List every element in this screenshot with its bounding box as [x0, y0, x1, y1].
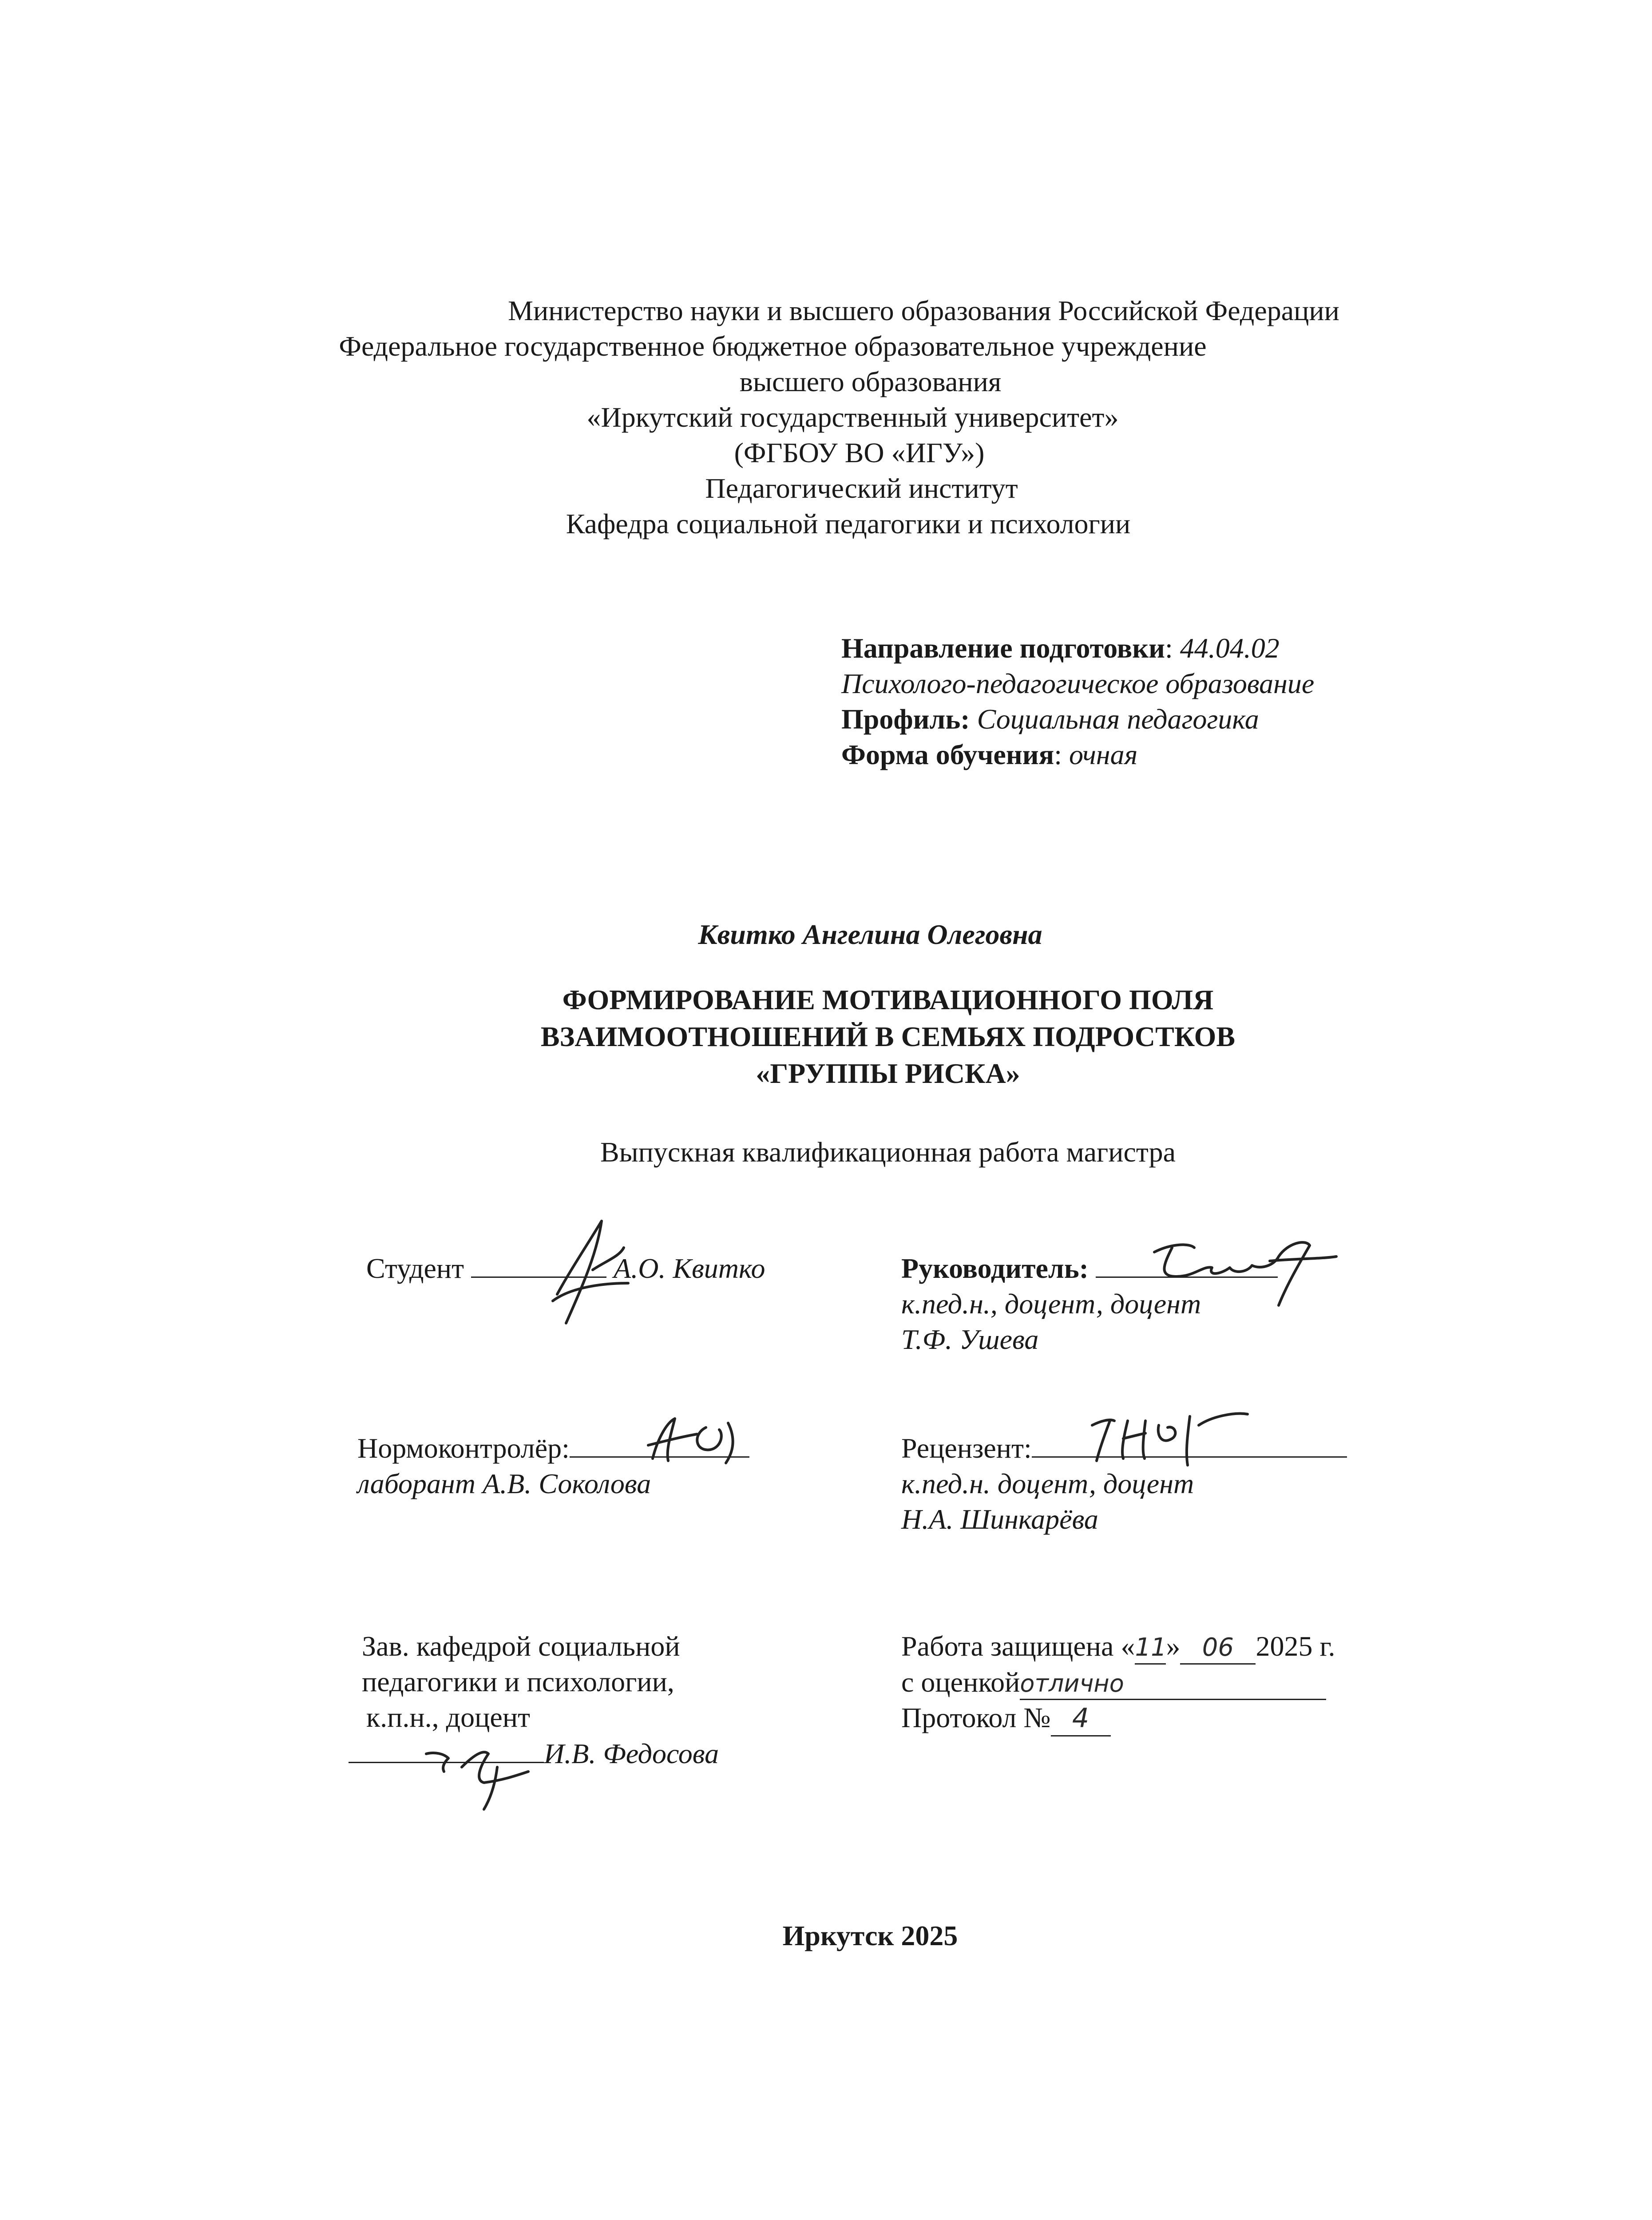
protocol-row [901, 1700, 1335, 1736]
supervisor-name: Т.Ф. Ушева [901, 1324, 1039, 1355]
head-line-2: педагогики и психологии, [362, 1666, 674, 1697]
ministry-line: Министерство науки и высшего образования Российской Федерации [508, 295, 1339, 326]
profile-row [841, 702, 1314, 737]
grade-prefix: с оценкой [901, 1666, 1020, 1698]
profile-value: Социальная педагогика [977, 703, 1259, 735]
reviewer-label: Рецензент: [901, 1432, 1032, 1464]
supervisor-signature [1145, 1234, 1341, 1310]
profile-label: Профиль: [841, 703, 970, 735]
protocol-number: 4 [1051, 1702, 1111, 1736]
normcontrol-name: лаборант А.В. Соколова [357, 1468, 651, 1499]
form-row: Форма обучения: очная [841, 739, 1138, 770]
head-line-3: к.п.н., доцент [366, 1701, 531, 1733]
defense-mid: » [1166, 1630, 1181, 1662]
protocol-prefix: Протокол № [901, 1702, 1051, 1733]
reviewer-signature [1083, 1407, 1252, 1474]
university-line: «Иркутский государственный университет» [586, 401, 1119, 433]
defense-grade-row [901, 1665, 1335, 1700]
title-line-3: «ГРУППЫ РИСКА» [756, 1058, 1020, 1090]
reviewer-title: к.пед.н. доцент, доцент [901, 1468, 1194, 1499]
title-line-1: ФОРМИРОВАНИЕ МОТИВАЦИОННОГО ПОЛЯ [562, 984, 1214, 1015]
institute-line: Педагогический институт [705, 472, 1018, 504]
supervisor-title: к.пед.н., доцент, доцент [901, 1288, 1201, 1320]
normcontrol-label: Нормоконтролёр: [357, 1432, 570, 1464]
work-type: Выпускная квалификационная работа магистра [600, 1136, 1176, 1168]
form-value: очная [1069, 739, 1138, 770]
reviewer-name: Н.А. Шинкарёва [901, 1503, 1098, 1535]
defense-day: 11 [1135, 1632, 1166, 1665]
student-label: Студент [366, 1253, 464, 1284]
direction-row: Направление подготовки: 44.04.02 [841, 632, 1280, 664]
head-line-1: Зав. кафедрой социальной [362, 1630, 680, 1662]
program-block [841, 630, 1314, 773]
form-label: Форма обучения [841, 739, 1054, 770]
title-line-2: ВЗАИМООТНОШЕНИЙ В СЕМЬЯХ ПОДРОСТКОВ [540, 1021, 1236, 1053]
thesis-title [426, 981, 1350, 1092]
head-signature [417, 1740, 551, 1812]
defense-prefix: Работа защищена « [901, 1630, 1135, 1662]
direction-code: 44.04.02 [1180, 632, 1280, 664]
department-line: Кафедра социальной педагогики и психологии [566, 508, 1131, 539]
institution-level-line: высшего образования [739, 366, 1002, 397]
normcontrol-signature [639, 1410, 764, 1472]
defense-block [901, 1629, 1335, 1736]
defense-month: 06 [1180, 1632, 1256, 1665]
head-name: И.В. Федосова [544, 1738, 719, 1769]
institution-line: Федеральное государственное бюджетное образовательное учреждение [339, 330, 1207, 362]
city-year: Иркутск 2025 [782, 1920, 958, 1951]
supervisor-label: Руководитель: [901, 1253, 1089, 1284]
student-signature [539, 1217, 637, 1332]
abbreviation-line: (ФГБОУ ВО «ИГУ») [734, 437, 985, 468]
direction-name: Психолого-педагогическое образование [841, 668, 1315, 699]
grade-value: отлично [1020, 1669, 1326, 1700]
defense-year: 2025 г. [1256, 1630, 1335, 1662]
author-name: Квитко Ангелина Олеговна [698, 919, 1042, 950]
header-block [0, 293, 1652, 542]
defense-date-row [901, 1629, 1335, 1665]
direction-label: Направление подготовки [841, 632, 1165, 664]
student-name: А.О. Квитко [614, 1253, 765, 1284]
